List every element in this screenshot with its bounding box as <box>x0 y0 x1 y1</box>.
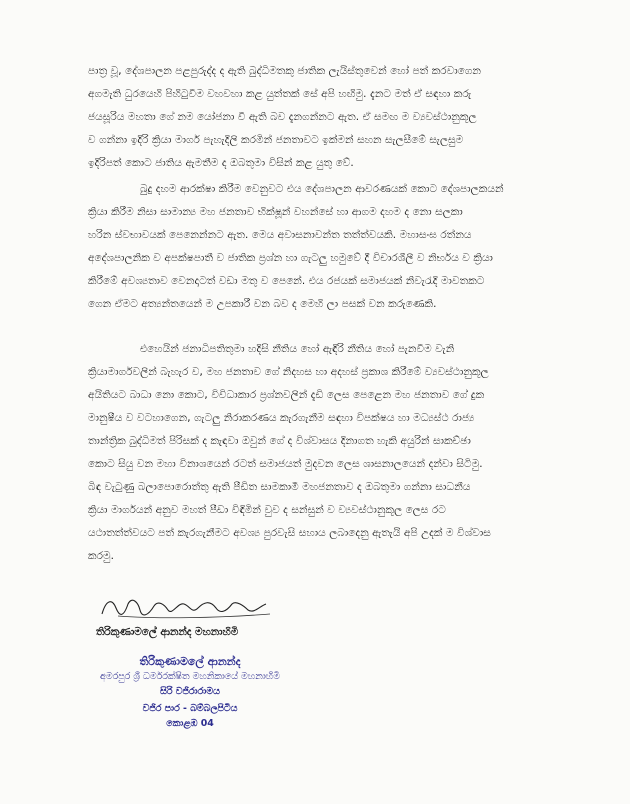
text-line: අයිතියට බාධා නො කොට, විවිධාකාර ප්‍රශ්නවලින් දැඩි ලෙස පෙළෙන මහ ජනතාව ගේ දුක <box>88 389 485 401</box>
stamp-line: සිරි වජිරාරාමය <box>160 686 220 697</box>
text-line: මානුෂීය ව වටහාගෙන, ගැටලු නිරාකරණය කැරගැනීම සඳහා විපක්ෂය හා මධ්‍යස්ථ රාජ්‍ය <box>88 412 475 424</box>
text-line: කිරීමේ අවශ්‍යතාව වෙනදාටත් වඩා මතු ව පෙනේ. එය රජයක් සමාජයක් නිවැරැදි මාවතකට <box>88 275 485 287</box>
text-line: ඉදිරිපත් කොට ජාතිය ඇමතීම ද ඔබතුමා විසින් කළ යුතු වේ. <box>88 157 354 169</box>
paragraph-2 <box>88 178 566 316</box>
text-line: බිඳ වැටුණු බලාපොරොත්තු ඇති පීඩිත සාමකාමී මහජනතාව ද ඔබතුමා ගන්නා සාධනීය <box>88 481 471 493</box>
text-line: අගමැති ධුරයෙහි පිහිටුවීම වහවහා කළ යුත්තක් සේ අපි හඟිමු. දැනට මත් ඒ සඳහා කරු <box>88 88 472 100</box>
text-line: කොට සියු වන මහා විනාශයෙන් රටත් සමාජයත් මුදවන ලෙස ශාසනාලයෙන් දන්වා සිටිමු. <box>88 458 483 470</box>
stamp-line: තිරිකුණාමලේ ආනන්ද <box>139 655 241 668</box>
text-line: ගෙන ඒමට අත්‍යන්තයෙන් ම උපකාරී වන බව ද මෙහි ලා පසක් වන කරුණෙකි. <box>88 298 437 310</box>
paragraph-1 <box>88 60 566 175</box>
text-line: හරින ස්වභාවයක් පෙනෙන්නට ඇත. මෙය අවාසනාවන්ත තත්ත්වයකි. මහාසංඝ රත්නය <box>88 229 472 241</box>
text-line: කරමු. <box>88 550 115 562</box>
text-line: පාත්‍ර වූ, දේශපාලන පළපුරුද්ද ද ඇති බුද්ධිමතකු ජාතික ලැයිස්තුවෙන් හෝ පත් කරවාගෙන <box>88 65 482 77</box>
signatory-name: තිරිකුණාමලේ ආනන්ද මහනාහිමි <box>96 626 239 638</box>
text-line: ක්‍රියා මාර්ගයන් අනුව මහත් පීඩා විඳිමින් වුව ද සන්සුන් ව ව්‍යවස්ථානුකූල ලෙස රට <box>88 504 446 516</box>
text-line: ක්‍රියාමාර්ගවලින් බැහැර ව, මහ ජනතාව ගේ නිදහස හා අදහස් ප්‍රකාශ කිරීමේ ව්‍යවස්ථානුකූල <box>88 366 489 378</box>
text-line: එහෙයින් ජනාධිපතිතුමා හදිසි නීතිය හෝ ඇඳිරි නීතිය හෝ පැනවීම වැනි <box>140 343 455 355</box>
stamp-line: වජිර පාර - බම්බලපිටිය <box>142 703 238 714</box>
text-line: බුදු දහම ආරක්ෂා කිරීම වෙනුවට එය දේශපාලන ආවරණයක් කොට දේශපාලකයන් <box>140 183 504 195</box>
text-line: ක්‍රියා කිරීම නිසා සාමාන්‍ය මහ ජනතාව භික්ෂූන් වහන්සේ හා ආගම දහම ද නො සලකා <box>88 206 463 218</box>
stamp-line: අමරපුර ශ්‍රී ධර්මරක්ෂිත මහනිකායේ මහනාහිමි <box>100 671 280 682</box>
handwritten-signature <box>98 592 278 622</box>
text-line: තාන්ත්‍රික බුද්ධිමත් පිරිසක් ද කැඳවා ඔවුන් ගේ ද විශ්වාසය දිනාගත හැකි අයුරින් සාකච්ඡා <box>88 435 471 447</box>
address-stamp <box>70 654 310 731</box>
text-line: ව ගන්නා ඉදිරි ක්‍රියා මාර්ග පැහැදිලි කරමින් ජනතාවට ඉක්මන් සහන සැලසීමේ සැලසුම <box>88 134 464 146</box>
text-line: ජයසූරිය මහතා ගේ නම යෝජනා වී ඇති බව දැනගන්නට ඇත. ඒ සමඟ ම ව්‍යවස්ථානුකූල <box>88 111 477 123</box>
paragraph-3 <box>88 338 566 568</box>
text-line: අදේශපාලනික ව අපක්ෂපාතී ව ජාතික ප්‍රශ්න හා ගැටලු හමුවේ දී විචාරශීලී ව නිර්භය ව ක්‍රියා <box>88 252 493 264</box>
text-line: යථාතත්ත්වයට පත් කැරගැනීමට අවශ්‍ය පුරවැසි සහාය ලබාදෙනු ඇතැයි අපි උදක් ම විශ්වාස <box>88 527 491 539</box>
stamp-line: කොළඹ 04 <box>166 718 214 729</box>
